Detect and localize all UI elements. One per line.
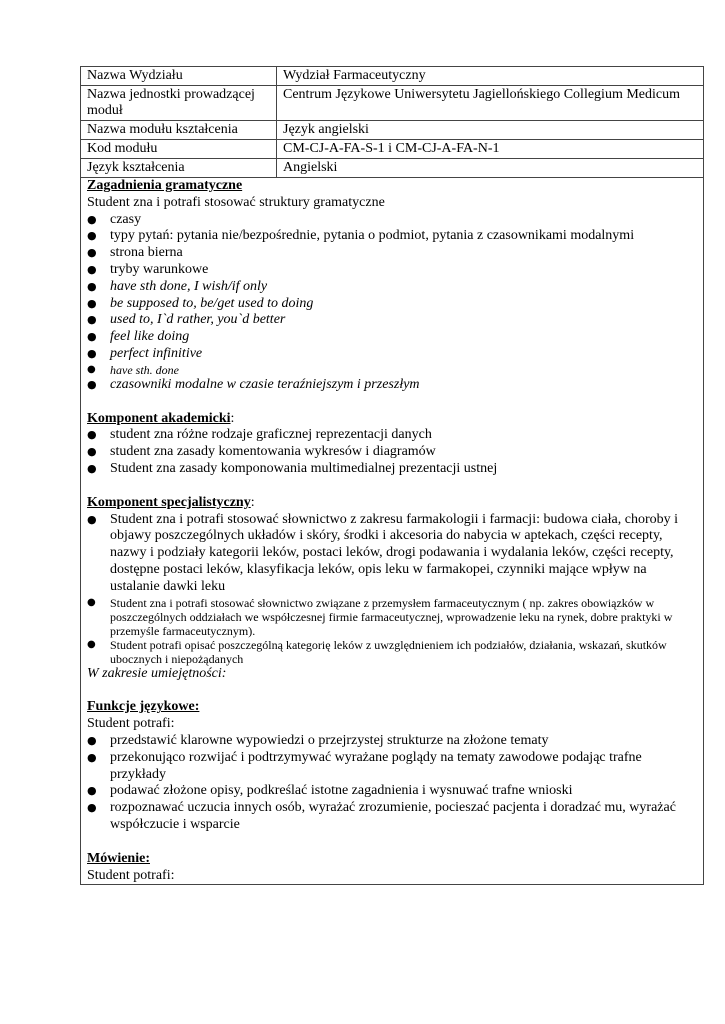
academic-heading-colon: : xyxy=(230,410,235,426)
table-row xyxy=(81,140,703,159)
table-row xyxy=(81,86,703,121)
specialist-list xyxy=(87,512,697,666)
list-item: ● tryby warunkowe xyxy=(87,262,697,279)
list-item: ● czasowniki modalne w czasie teraźniejszym i przeszłym xyxy=(87,377,697,394)
language-functions-heading: Funkcje językowe: xyxy=(87,699,200,715)
skills-note: W zakresie umiejętności: xyxy=(87,665,227,681)
grammar-list xyxy=(87,212,697,394)
list-item: ● feel like doing xyxy=(87,329,697,346)
list-item: ● przedstawić klarowne wypowiedzi o przejrzystej strukturze na złożone tematy xyxy=(87,733,697,750)
grammar-heading: Zagadnienia gramatyczne xyxy=(87,178,243,193)
language-label: Język kształcenia xyxy=(81,159,277,178)
list-item: ● have sth done, I wish/if only xyxy=(87,279,697,296)
academic-list xyxy=(87,427,697,477)
language-functions-intro: Student potrafi: xyxy=(87,716,175,732)
table-row xyxy=(81,159,703,178)
list-item: ● perfect infinitive xyxy=(87,346,697,363)
list-item: ● Student zna zasady komponowania multimedialnej prezentacji ustnej xyxy=(87,461,697,478)
list-item: ● Student zna i potrafi stosować słownictwo związane z przemysłem farmaceutycznym ( np. zakres obowiązków w poszczególnych oddziałach we współczesnej firmie farmaceutycznej, wprowadzenie leku na rynek, dobre praktyki w przemyśle farmaceutycznym). xyxy=(87,596,697,638)
content-body xyxy=(81,178,703,884)
faculty-label: Nazwa Wydziału xyxy=(81,67,277,86)
table-row xyxy=(81,121,703,140)
list-item: ● have sth. done xyxy=(87,363,697,377)
specialist-heading-colon: : xyxy=(250,494,255,510)
language-functions-list xyxy=(87,733,697,834)
unit-value: Centrum Językowe Uniwersytetu Jagiellońskiego Collegium Medicum xyxy=(277,86,704,121)
list-item: ● be supposed to, be/get used to doing xyxy=(87,296,697,313)
unit-label: Nazwa jednostki prowadzącej moduł xyxy=(81,86,277,121)
grammar-intro: Student zna i potrafi stosować struktury gramatyczne xyxy=(87,194,385,210)
list-item: ● czasy xyxy=(87,212,697,229)
module-info-table xyxy=(81,67,703,178)
list-item: ● przekonująco rozwijać i podtrzymywać wyrażane poglądy na tematy zawodowe podając trafne przykłady xyxy=(87,750,697,784)
language-value: Angielski xyxy=(277,159,704,178)
list-item: ● Student zna i potrafi stosować słownictwo z zakresu farmakologii i farmacji: budowa ciała, choroby i objawy poszczególnych układów i skóry, środki i akcesoria do nabycia w aptekach, części recepty, nazwy i podziały kategorii leków, postaci leków, drogi podawania i wydalania leków, części recepty, dostępne postaci leków, klasyfikacja leków, opis leku w farmakopei, czynniki mające wpływ na ustalanie dawki leku xyxy=(87,512,697,596)
list-item: ● Student potrafi opisać poszczególną kategorię leków z uwzględnieniem ich podziałów, działania, wskazań, skutków ubocznych i niepożądanych xyxy=(87,638,697,666)
module-name-label: Nazwa modułu kształcenia xyxy=(81,121,277,140)
specialist-heading: Komponent specjalistyczny xyxy=(87,494,251,510)
list-item: ● student zna zasady komentowania wykresów i diagramów xyxy=(87,444,697,461)
faculty-value: Wydział Farmaceutyczny xyxy=(277,67,704,86)
speaking-intro: Student potrafi: xyxy=(87,867,175,883)
list-item: ● podawać złożone opisy, podkreślać istotne zagadnienia i wysnuwać trafne wnioski xyxy=(87,783,697,800)
list-item: ● student zna różne rodzaje graficznej reprezentacji danych xyxy=(87,427,697,444)
academic-heading-line xyxy=(87,411,697,428)
list-item: ● rozpoznawać uczucia innych osób, wyrażać zrozumienie, pocieszać pacjenta i doradzać mu, wyrażać współczucie i wsparcie xyxy=(87,800,697,834)
module-name-value: Język angielski xyxy=(277,121,704,140)
specialist-heading-line xyxy=(87,495,697,512)
module-code-label: Kod modułu xyxy=(81,140,277,159)
academic-heading: Komponent akademicki xyxy=(87,410,231,426)
list-item: ● strona bierna xyxy=(87,245,697,262)
speaking-heading: Mówienie: xyxy=(87,850,150,866)
module-code-value: CM-CJ-A-FA-S-1 i CM-CJ-A-FA-N-1 xyxy=(277,140,704,159)
module-document xyxy=(80,66,704,885)
table-row xyxy=(81,67,703,86)
list-item: ● used to, I`d rather, you`d better xyxy=(87,312,697,329)
list-item: ● typy pytań: pytania nie/bezpośrednie, pytania o podmiot, pytania z czasownikami modalnymi xyxy=(87,228,697,245)
